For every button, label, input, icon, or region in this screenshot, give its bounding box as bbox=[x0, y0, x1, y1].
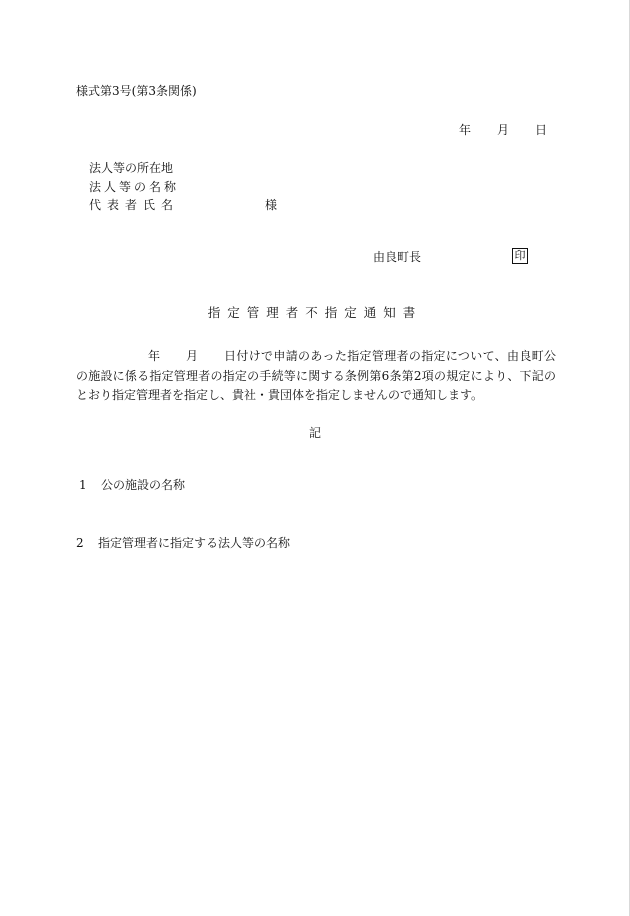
body-paragraph bbox=[76, 347, 556, 406]
date-line bbox=[459, 122, 547, 138]
date-month-label: 月 bbox=[496, 123, 509, 137]
seal-mark: 印 bbox=[512, 248, 528, 264]
item-2-label: 指定管理者に指定する法人等の名称 bbox=[98, 536, 291, 550]
representative-label: 代表者氏名 bbox=[89, 198, 180, 212]
date-year-label: 年 bbox=[458, 123, 471, 137]
body-month-label: 月 bbox=[186, 349, 199, 363]
item-1-label: 公の施設の名称 bbox=[101, 478, 186, 492]
body-text: 付けで申請のあった指定管理者の指定について、由良町公の施設に係る指定管理者の指定の手続等に関する条例第6条第2項の規定により、下記のとおり指定管理者を指定し、貴社・貴団体を指定しませんので通知します。 bbox=[76, 349, 556, 402]
corp-name-label: 法人等の名称 bbox=[89, 180, 180, 194]
honorific-sama: 様 bbox=[265, 198, 278, 212]
item-1-number: 1 bbox=[79, 478, 87, 492]
date-day-label: 日 bbox=[534, 123, 547, 137]
document-title: 指定管理者不指定通知書 bbox=[207, 305, 423, 320]
item-2-number: 2 bbox=[76, 536, 84, 550]
body-year-label: 年 bbox=[148, 349, 161, 363]
item-2 bbox=[76, 535, 290, 551]
form-number: 様式第3号(第3条関係) bbox=[76, 84, 197, 98]
item-1 bbox=[79, 477, 185, 493]
ki-heading: 記 bbox=[308, 426, 321, 440]
body-day-label: 日 bbox=[224, 349, 237, 363]
issuer-title: 由良町長 bbox=[373, 250, 422, 264]
address-label: 法人等の所在地 bbox=[89, 161, 174, 175]
